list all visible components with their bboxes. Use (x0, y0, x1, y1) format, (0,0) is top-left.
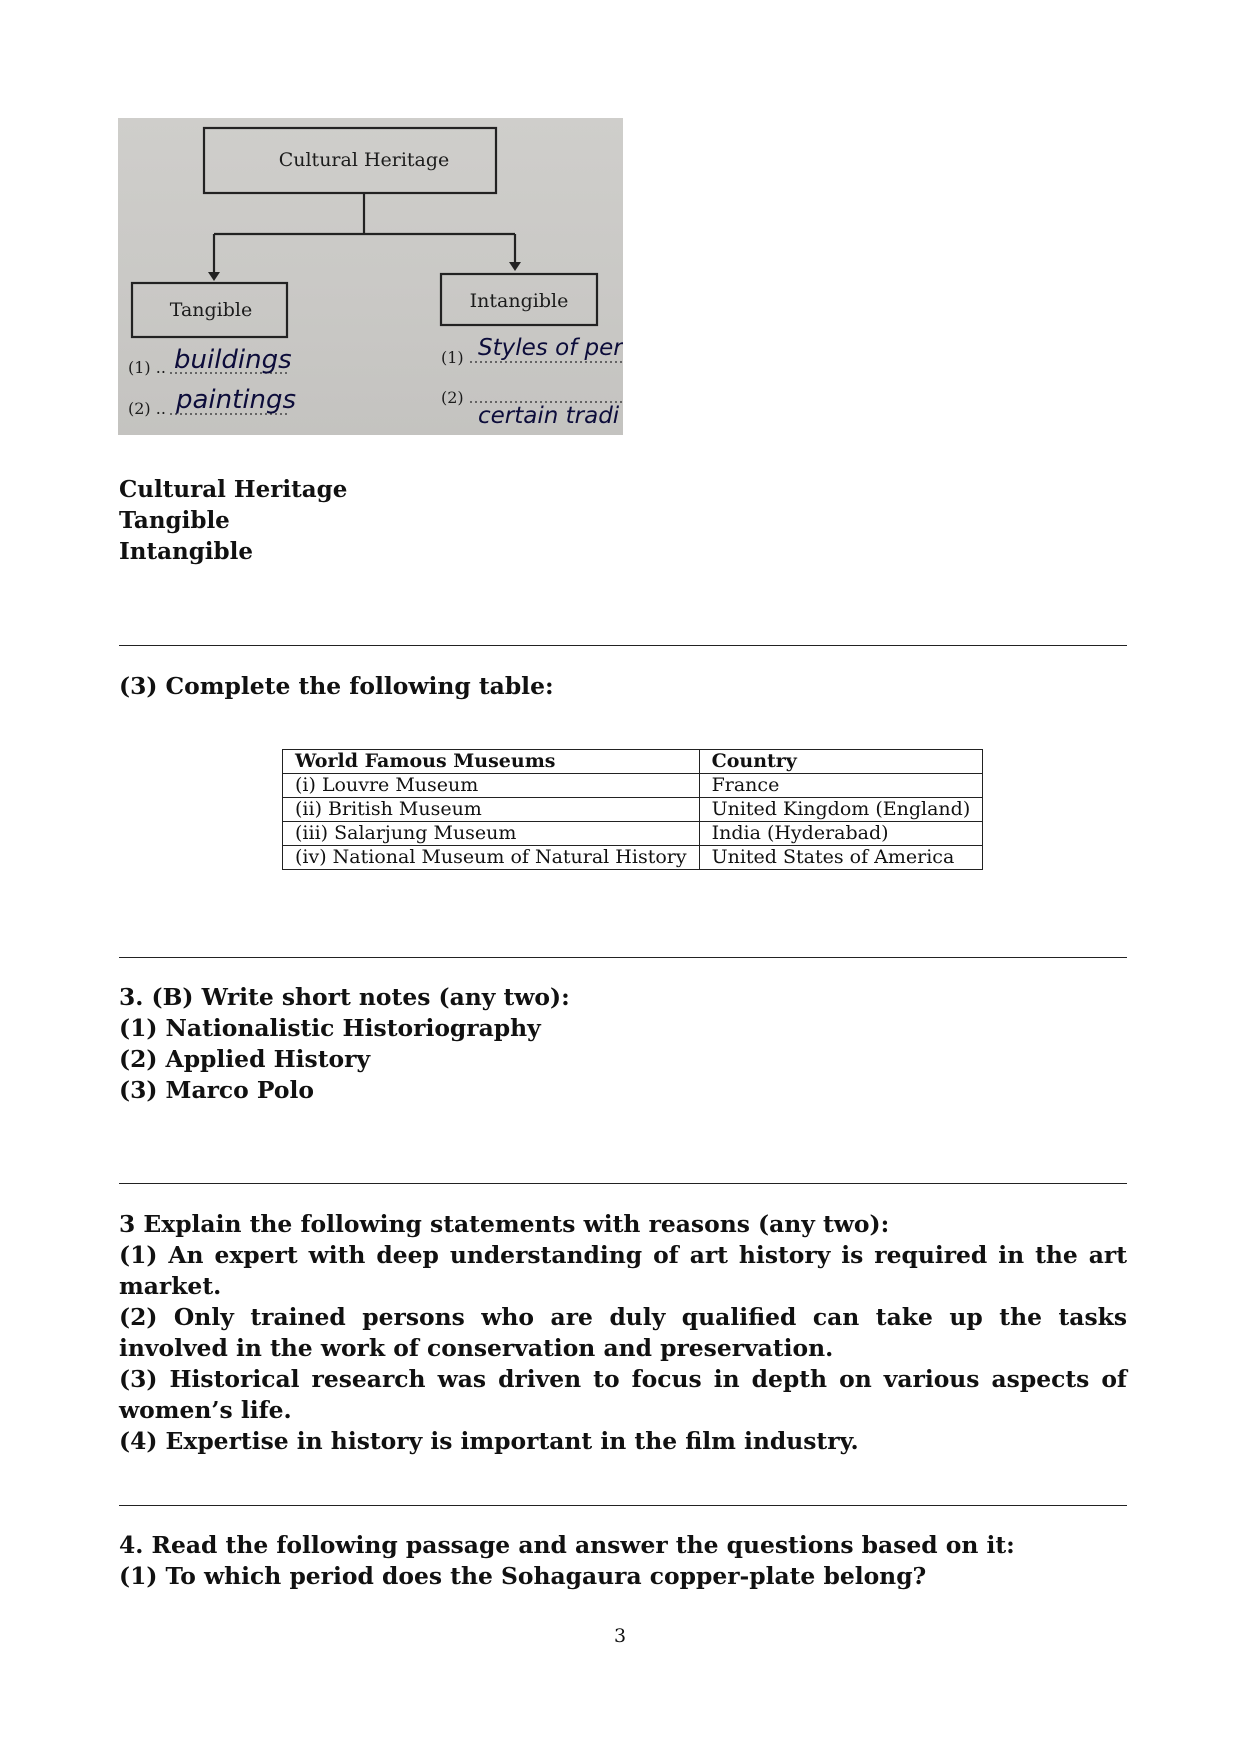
intangible-item-2-answer: certain tradi (478, 403, 620, 429)
table-cell-country: United States of America (699, 846, 983, 870)
q3c-item: (1) An expert with deep understanding of art history is required in the art market. (119, 1241, 1127, 1300)
tangible-item-2-answer: paintings (176, 385, 297, 415)
caption-line-2: Tangible (119, 507, 230, 534)
table-cell-museum: (i) Louvre Museum (283, 774, 700, 798)
table-row (283, 774, 983, 798)
intangible-item-1-num: (1) (441, 348, 464, 367)
table-cell-museum: (iii) Salarjung Museum (283, 822, 700, 846)
intangible-item-2-num: (2) (441, 388, 464, 407)
page-number: 3 (613, 1625, 627, 1647)
museums-table (282, 749, 983, 870)
q3b-block (119, 982, 1127, 1106)
q3c-heading: 3 Explain the following statements with reasons (any two): (119, 1210, 890, 1238)
tangible-item-1-num: (1) .. (128, 358, 166, 377)
table-header-country: Country (699, 750, 983, 774)
root-label: Cultural Heritage (278, 149, 450, 171)
q3c-item: (3) Historical research was driven to focus in depth on various aspects of women’s life. (119, 1365, 1127, 1424)
caption-line-3: Intangible (119, 538, 254, 565)
tangible-item-1-answer: buildings (174, 345, 292, 375)
table-row (283, 798, 983, 822)
table-header-museum: World Famous Museums (283, 750, 700, 774)
table-cell-country: India (Hyderabad) (699, 822, 983, 846)
q3-heading: (3) Complete the following table: (119, 672, 554, 700)
q4-heading: 4. Read the following passage and answer the questions based on it: (119, 1531, 1015, 1559)
table-cell-museum: (iv) National Museum of Natural History (283, 846, 700, 870)
q4-block (119, 1530, 1127, 1592)
intangible-item-1-answer: Styles of per (478, 335, 623, 361)
table-cell-country: France (699, 774, 983, 798)
divider (119, 1505, 1127, 1506)
right-arrowhead (509, 262, 521, 271)
cultural-heritage-diagram (118, 118, 623, 435)
table-cell-museum: (ii) British Museum (283, 798, 700, 822)
tangible-label: Tangible (169, 299, 253, 321)
left-arrowhead (208, 272, 220, 281)
table-cell-country: United Kingdom (England) (699, 798, 983, 822)
q3b-item: (1) Nationalistic Historiography (119, 1014, 541, 1042)
q4-item: (1) To which period does the Sohagaura copper-plate belong? (119, 1562, 927, 1590)
intangible-label: Intangible (469, 290, 569, 312)
q3b-heading: 3. (B) Write short notes (any two): (119, 983, 570, 1011)
table-row (283, 822, 983, 846)
table-header-row (283, 750, 983, 774)
diagram-photo (118, 118, 623, 435)
tangible-item-2-num: (2) .. (128, 399, 166, 418)
divider (119, 645, 1127, 646)
caption-line-1: Cultural Heritage (119, 476, 348, 503)
q3c-block (119, 1209, 1127, 1457)
divider (119, 957, 1127, 958)
q3c-item: (2) Only trained persons who are duly qualified can take up the tasks involved in the work of conservation and preservation. (119, 1303, 1127, 1362)
q3b-item: (3) Marco Polo (119, 1076, 314, 1104)
q3c-item: (4) Expertise in history is important in the film industry. (119, 1427, 859, 1455)
q3b-item: (2) Applied History (119, 1045, 371, 1073)
divider (119, 1183, 1127, 1184)
table-row (283, 846, 983, 870)
